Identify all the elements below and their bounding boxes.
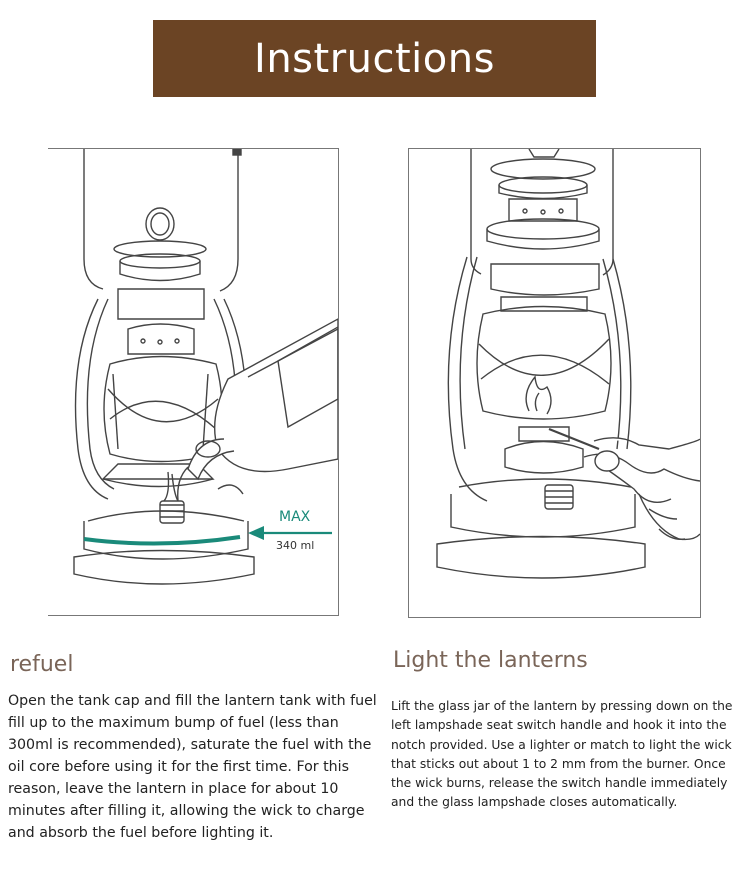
max-arrow-icon: [248, 526, 264, 540]
refuel-heading: refuel: [10, 652, 74, 677]
max-fill-line: [84, 537, 240, 544]
page-title: Instructions: [254, 35, 495, 82]
refuel-illustration: [48, 148, 339, 616]
max-label: MAX: [279, 509, 311, 525]
lantern-refuel-drawing: [48, 149, 338, 615]
instructions-banner: [153, 20, 596, 97]
light-instructions: Lift the glass jar of the lantern by pressing down on the left lampshade seat switch handle and hook it into the notch provided. Use a lighter or match to light the wick that sticks out about 1 to 2 mm from the burner. Once the wick burns, release the switch handle immediately and the glass lampshade closes automatically.: [391, 699, 733, 810]
refuel-instructions: Open the tank cap and fill the lantern tank with fuel fill up to the maximum bump of fuel (less than 300ml is recommended), saturate the fuel with the oil core before using it for the first time. For this reason, leave the lantern in place for about 10 minutes after filling it, allowing the wick to charge and absorb the fuel before lighting it.: [8, 693, 377, 841]
light-heading: Light the lanterns: [393, 648, 588, 673]
lantern-lighting-drawing: [409, 149, 700, 617]
volume-label: 340 ml: [276, 539, 315, 552]
lighting-illustration: [408, 148, 701, 618]
